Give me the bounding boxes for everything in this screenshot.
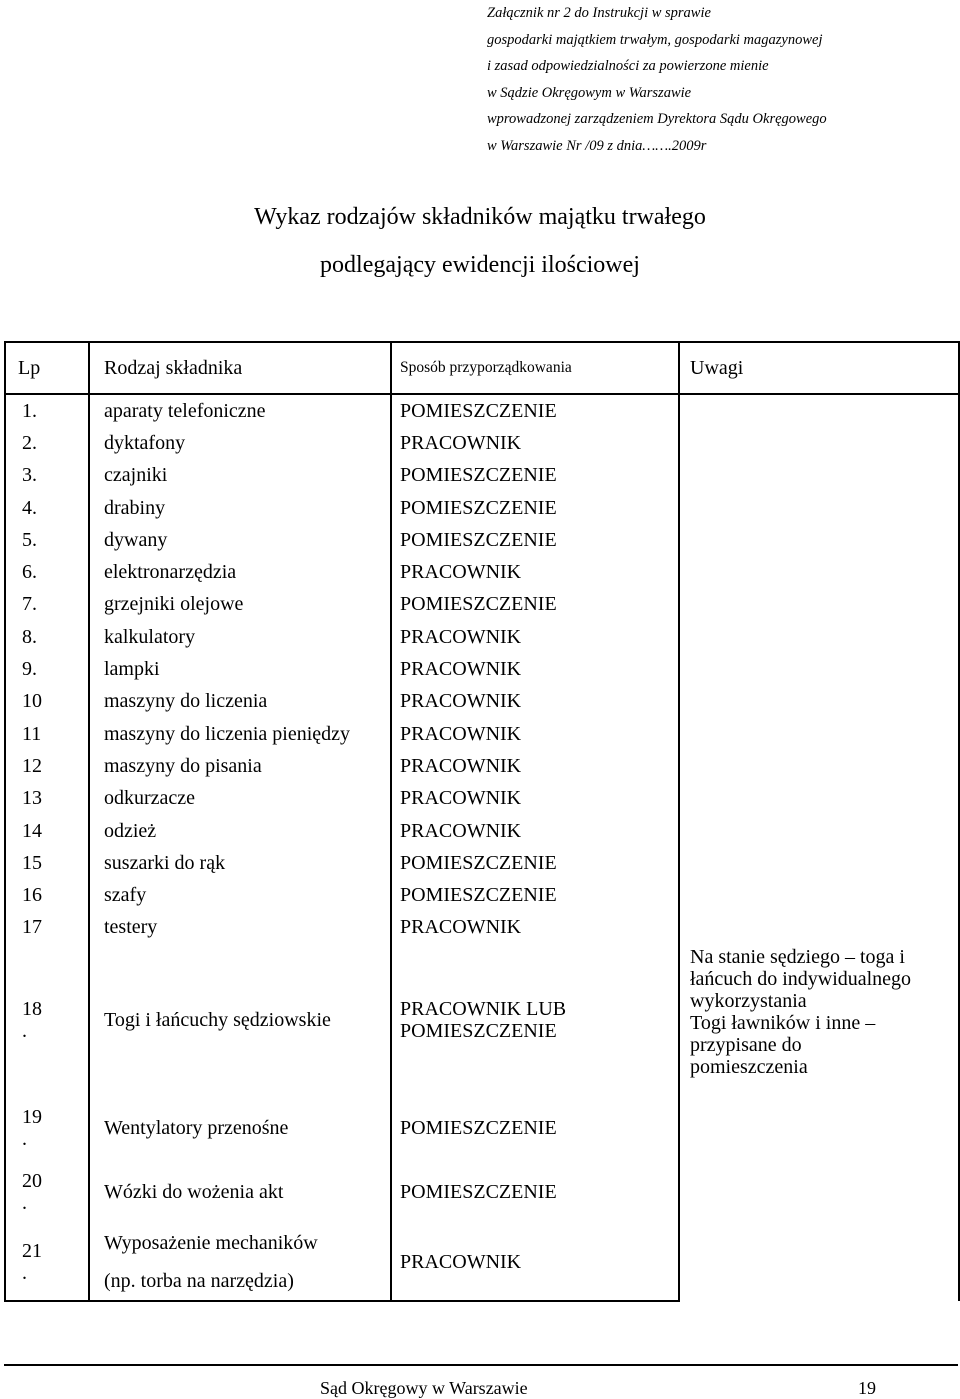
header-sposob: Sposób przyporządkowania [391,342,679,394]
row-name: dywany [89,524,391,556]
header-uwagi: Uwagi [679,342,959,394]
row-name: odkurzacze [89,783,391,815]
row-name: aparaty telefoniczne [89,394,391,427]
row-type: POMIESZCZENIE [391,394,679,427]
row-name: maszyny do liczenia [89,686,391,718]
footer-court-name: Sąd Okręgowy w Warszawie [320,1378,528,1398]
row-type: PRACOWNIK [391,1224,679,1301]
row-lp-line: . [22,1262,27,1285]
assets-table [4,341,960,1302]
row-lp [5,1096,89,1160]
row-name: Wentylatory przenośne [89,1096,391,1160]
row-lp [5,944,89,1096]
header-line: Załącznik nr 2 do Instrukcji w sprawie [487,5,711,21]
row-name: szafy [89,879,391,911]
table-header-row [5,342,959,394]
row-lp-line: 21 [22,1240,42,1263]
row-name: maszyny do pisania [89,750,391,782]
row-notes [679,944,959,1301]
row-notes-line: Togi ławników i inne – [690,1012,876,1035]
row-notes [679,394,959,944]
row-lp: 3. [5,460,89,492]
row-name: elektronarzędzia [89,556,391,588]
row-name: drabiny [89,492,391,524]
row-lp: 16 [5,879,89,911]
row-lp: 12 [5,750,89,782]
row-name: testery [89,912,391,944]
row-lp: 6. [5,556,89,588]
row-lp: 2. [5,427,89,459]
header-rodzaj: Rodzaj składnika [89,342,391,394]
row-type: PRACOWNIK [391,783,679,815]
row-type: POMIESZCZENIE [391,589,679,621]
row-type: POMIESZCZENIE [391,1096,679,1160]
row-name-line: Wyposażenie mechaników [104,1232,318,1255]
row-type-line: POMIESZCZENIE [400,1020,557,1043]
row-notes-line: Na stanie sędziego – toga i [690,946,905,969]
row-notes-line: łańcuch do indywidualnego [690,968,912,991]
row-name: grzejniki olejowe [89,589,391,621]
row-lp-line: 19 [22,1106,42,1129]
row-type: POMIESZCZENIE [391,460,679,492]
row-lp-line: 20 [22,1170,42,1193]
row-name: Togi i łańcuchy sędziowskie [89,944,391,1096]
row-name: lampki [89,653,391,685]
row-lp: 15 [5,847,89,879]
document-title: Wykaz rodzajów składników majątku trwałego [254,204,706,230]
row-notes-line: przypisane do [690,1034,802,1057]
row-type [391,944,679,1096]
row-type: POMIESZCZENIE [391,524,679,556]
row-notes-line: pomieszczenia [690,1056,808,1079]
row-lp [5,1224,89,1301]
row-type: PRACOWNIK [391,556,679,588]
row-lp-line: . [22,1020,27,1043]
header-lp: Lp [5,342,89,394]
row-name-line: (np. torba na narzędzia) [104,1270,294,1293]
row-lp: 5. [5,524,89,556]
row-lp: 17 [5,912,89,944]
row-notes-line: wykorzystania [690,990,807,1013]
row-lp-line: 18 [22,998,42,1021]
row-lp: 11 [5,718,89,750]
header-line: w Warszawie Nr /09 z dnia…….2009r [487,137,707,154]
row-name: dyktafony [89,427,391,459]
header-line: gospodarki majątkiem trwałym, gospodarki magazynowej [487,31,823,48]
row-name: suszarki do rąk [89,847,391,879]
document-header [487,0,947,159]
document-subtitle: podlegający ewidencji ilościowej [320,252,640,278]
row-lp: 8. [5,621,89,653]
row-type: PRACOWNIK [391,686,679,718]
row-type-line: PRACOWNIK LUB [400,998,567,1021]
row-type: PRACOWNIK [391,718,679,750]
row-lp: 4. [5,492,89,524]
row-type: PRACOWNIK [391,621,679,653]
row-name: maszyny do liczenia pieniędzy [89,718,391,750]
row-name: kalkulatory [89,621,391,653]
table-row [5,394,959,427]
row-lp: 7. [5,589,89,621]
row-type: POMIESZCZENIE [391,847,679,879]
row-type: PRACOWNIK [391,653,679,685]
header-line: wprowadzonej zarządzeniem Dyrektora Sądu Okręgowego [487,111,827,127]
row-type: POMIESZCZENIE [391,879,679,911]
row-lp [5,1160,89,1224]
row-name [89,1224,391,1301]
row-lp: 9. [5,653,89,685]
row-type: PRACOWNIK [391,427,679,459]
row-lp: 14 [5,815,89,847]
row-name: Wózki do wożenia akt [89,1160,391,1224]
row-type: PRACOWNIK [391,815,679,847]
row-lp-line: . [22,1128,27,1151]
row-name: odzież [89,815,391,847]
table-row-18 [5,944,959,1096]
row-type: POMIESZCZENIE [391,492,679,524]
row-name: czajniki [89,460,391,492]
header-line: w Sądzie Okręgowym w Warszawie [487,84,692,101]
footer-rule [4,1364,958,1366]
row-lp-line: . [22,1192,27,1215]
row-type: PRACOWNIK [391,750,679,782]
page-number: 19 [858,1378,876,1398]
row-lp: 13 [5,783,89,815]
row-type: PRACOWNIK [391,912,679,944]
row-lp: 1. [5,394,89,427]
row-lp: 10 [5,686,89,718]
row-type: POMIESZCZENIE [391,1160,679,1224]
header-line: i zasad odpowiedzialności za powierzone mienie [487,58,769,74]
